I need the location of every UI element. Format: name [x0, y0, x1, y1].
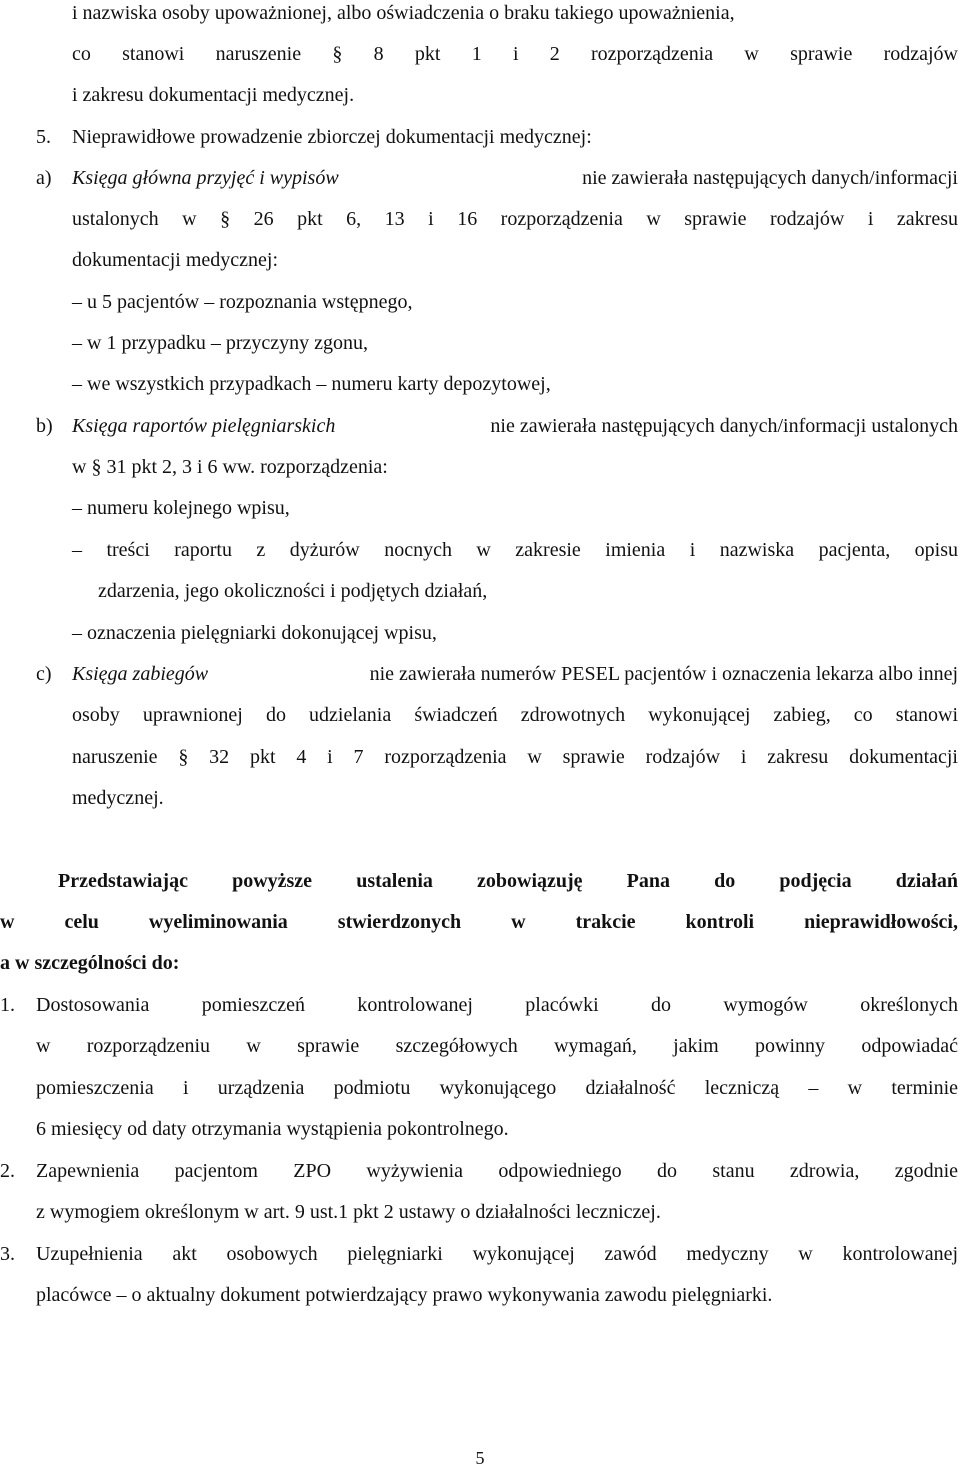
list-item: – w 1 przypadku – przyczyny zgonu, — [72, 332, 369, 354]
list-marker: c) — [36, 663, 52, 685]
recommendation-line: Zapewnienia pacjentom ZPO wyżywienia odpowiedniego do stanu zdrowia, zgodnie — [36, 1160, 958, 1182]
section-heading: Nieprawidłowe prowadzenie zbiorczej dokumentacji medycznej: — [72, 126, 592, 148]
recommendation-line: z wymogiem określonym w art. 9 ust.1 pkt 2 ustawy o działalności leczniczej. — [36, 1201, 661, 1223]
list-marker: a) — [36, 167, 52, 189]
book-title: Księga raportów pielęgniarskich — [72, 415, 336, 437]
text-segment: nie zawierała numerów PESEL pacjentów i oznaczenia lekarza albo innej — [369, 663, 958, 685]
list-item: – numeru kolejnego wpisu, — [72, 497, 290, 519]
paragraph-line: osoby uprawnionej do udzielania świadczeń zdrowotnych wykonującej zabieg, co stanowi — [72, 704, 958, 726]
recommendation-line: placówce – o aktualny dokument potwierdzający prawo wykonywania zawodu pielęgniarki. — [36, 1284, 773, 1306]
recommendation-intro: w celu wyeliminowania stwierdzonych w trakcie kontroli nieprawidłowości, — [0, 911, 958, 933]
list-item: – oznaczenia pielęgniarki dokonującej wpisu, — [72, 622, 437, 644]
paragraph-line — [72, 165, 958, 191]
paragraph-line: co stanowi naruszenie § 8 pkt 1 i 2 rozporządzenia w sprawie rodzajów — [72, 43, 958, 65]
book-title: Księga zabiegów — [72, 663, 209, 685]
list-number: 2. — [0, 1160, 15, 1182]
text-segment: i nazwiska osoby upoważnionej, albo oświadczenia o braku takiego upoważnienia, — [72, 2, 735, 24]
list-item-cont: zdarzenia, jego okoliczności i podjętych działań, — [98, 580, 488, 602]
list-number: 3. — [0, 1243, 15, 1265]
recommendation-line: 6 miesięcy od daty otrzymania wystąpienia pokontrolnego. — [36, 1118, 509, 1140]
recommendation-line: w rozporządzeniu w sprawie szczegółowych wymagań, jakim powinny odpowiadać — [36, 1035, 958, 1057]
paragraph-line: i zakresu dokumentacji medycznej. — [72, 84, 355, 106]
recommendation-line: Uzupełnienia akt osobowych pielęgniarki wykonującej zawód medyczny w kontrolowanej — [36, 1243, 958, 1265]
paragraph-line: dokumentacji medycznej: — [72, 249, 279, 271]
list-number: 5. — [36, 126, 51, 148]
recommendation-intro: a w szczególności do: — [0, 952, 180, 974]
paragraph-line — [72, 0, 958, 26]
paragraph-line: ustalonych w § 26 pkt 6, 13 i 16 rozporządzenia w sprawie rodzajów i zakresu — [72, 208, 958, 230]
paragraph-line — [72, 661, 958, 687]
page-number: 5 — [475, 1448, 485, 1468]
list-marker: b) — [36, 415, 53, 437]
list-item: – we wszystkich przypadkach – numeru karty depozytowej, — [72, 373, 551, 395]
list-item: – u 5 pacjentów – rozpoznania wstępnego, — [72, 291, 413, 313]
book-title: Księga główna przyjęć i wypisów — [72, 167, 339, 189]
paragraph-line: w § 31 pkt 2, 3 i 6 ww. rozporządzenia: — [72, 456, 388, 478]
text-segment: nie zawierała następujących danych/informacji — [582, 167, 958, 189]
recommendation-intro: Przedstawiając powyższe ustalenia zobowiązuję Pana do podjęcia działań — [58, 870, 958, 892]
recommendation-line: pomieszczenia i urządzenia podmiotu wykonującego działalność leczniczą – w terminie — [36, 1077, 958, 1099]
paragraph-line: medycznej. — [72, 787, 164, 809]
list-item: – treści raportu z dyżurów nocnych w zakresie imienia i nazwiska pacjenta, opisu — [72, 539, 958, 561]
paragraph-line — [72, 413, 958, 439]
recommendation-line: Dostosowania pomieszczeń kontrolowanej placówki do wymogów określonych — [36, 994, 958, 1016]
text-segment: nie zawierała następujących danych/informacji ustalonych — [490, 415, 958, 437]
paragraph-line: naruszenie § 32 pkt 4 i 7 rozporządzenia w sprawie rodzajów i zakresu dokumentacji — [72, 746, 958, 768]
list-number: 1. — [0, 994, 15, 1016]
